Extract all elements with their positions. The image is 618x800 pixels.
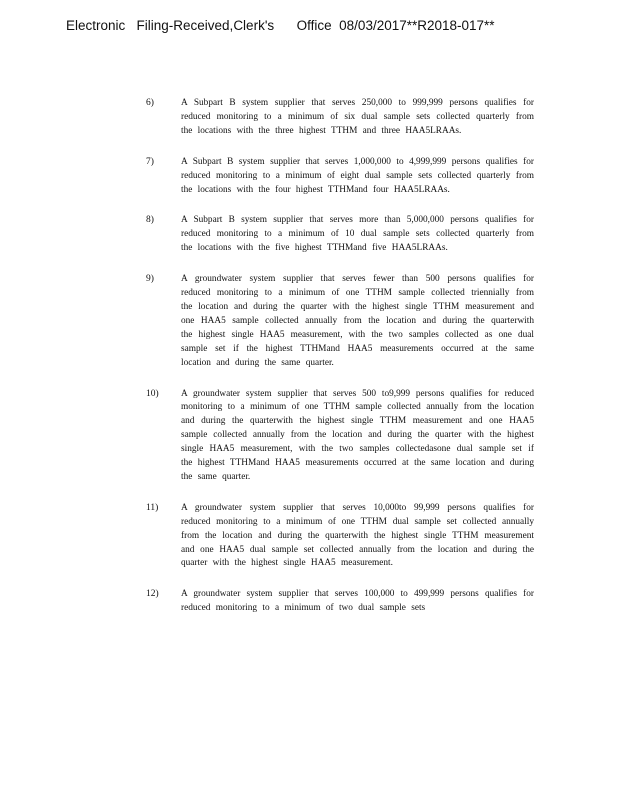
item-text: A Subpart B system supplier that serves 1,000,000 to 4,999,999 persons qualifies for reduced monitoring to a minimum of eight dual sample sets collected quarterly from the locations with the four highest TTHMand four HAA5LRAAs. [181, 156, 534, 195]
item-number: 9) [146, 274, 154, 285]
item-text: A Subpart B system supplier that serves 250,000 to 999,999 persons qualifies for reduced monitoring to a minimum of six dual sample sets collected quarterly from the locations with the three highest TTHM and three HAA5LRAAs. [181, 98, 534, 136]
filing-header: Electronic Filing-Received,Clerk's Office 08/03/2017**R2018-017** [66, 18, 495, 33]
document-body [146, 97, 546, 633]
item-number: 11) [146, 502, 159, 513]
item-number: 10) [146, 388, 159, 399]
list-item-12 [146, 588, 546, 616]
list-item-10 [146, 388, 546, 485]
item-number: 7) [146, 156, 154, 167]
list-item-9 [146, 273, 546, 370]
item-number: 8) [146, 215, 154, 226]
list-item-6 [146, 97, 546, 139]
item-text: A groundwater system supplier that serves 500 to9,999 persons qualifies for reduced monitoring to a minimum of one TTHM sample collected annually from the location and during the quarterwith the highest single TTHM measurement and one HAA5 sample collected annually from the location and during the quarter with the highest single HAA5 measurement, with the two samples collectedasone dual sample set if the highest TTHMand HAA5 measurements occurred at the same location and during the same quarter. [181, 388, 534, 482]
item-number: 6) [146, 98, 154, 108]
list-item-7 [146, 156, 546, 198]
item-text: A groundwater system supplier that serves 10,000to 99,999 persons qualifies for reduced monitoring to a minimum of one TTHM dual sample set collected annually from the location and during the quarterwith the highest single TTHM measurement and one HAA5 dual sample set collected annually from the location and during the quarter with the highest single HAA5 measurement. [181, 502, 534, 569]
item-text: A Subpart B system supplier that serves more than 5,000,000 persons qualifies for reduced monitoring to a minimum of 10 dual sample sets collected quarterly from the locations with the five highest TTHMand five HAA5LRAAs. [181, 215, 534, 254]
item-text: A groundwater system supplier that serves fewer than 500 persons qualifies for reduced monitoring to a minimum of one TTHM sample collected triennially from the location and during the quarter with the highest single TTHM measurement and one HAA5 sample collected annually from the location and during the quarterwith the highest single HAA5 measurement, with the two samples collected as one dual sample set if the highest TTHMand HAA5 measurements occurred at the same location and during the same quarter. [181, 274, 534, 368]
item-number: 12) [146, 589, 159, 600]
list-item-8 [146, 214, 546, 256]
item-text: A groundwater system supplier that serves 100,000 to 499,999 persons qualifies for reduced monitoring to a minimum of two dual sample sets [181, 589, 534, 614]
list-item-11 [146, 502, 546, 572]
